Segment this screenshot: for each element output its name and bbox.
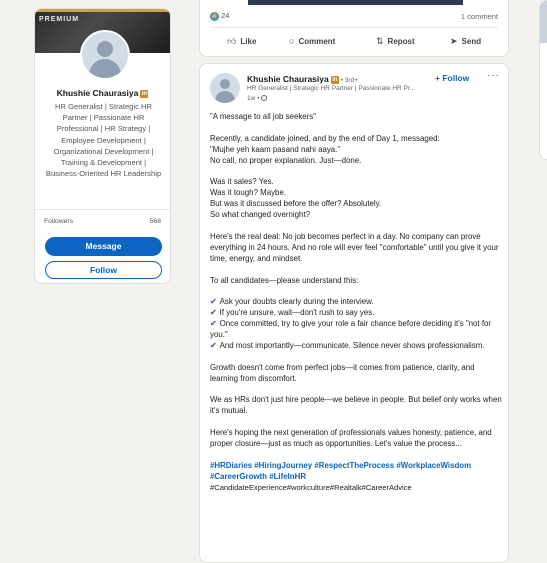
post-line: Recently, a candidate joined, and by the end of Day 1, messaged: bbox=[210, 133, 440, 143]
bullet-item bbox=[210, 297, 502, 308]
hashtags-plain: #CandidateExperience#workculture#Realtalk#CareerAdvice bbox=[210, 482, 412, 492]
profile-avatar[interactable] bbox=[80, 30, 130, 80]
post-card bbox=[199, 63, 509, 563]
post-timestamp bbox=[247, 95, 267, 102]
avatar-head-shape bbox=[97, 41, 113, 57]
post-line: Was it sales? Yes. bbox=[210, 177, 274, 187]
message-button[interactable]: Message bbox=[45, 237, 162, 256]
bullet-text: And most importantly—communicate. Silence never shows professionalism. bbox=[219, 340, 485, 350]
reactions-number: 24 bbox=[221, 11, 230, 20]
like-label: Like bbox=[240, 37, 257, 46]
checkmark-icon: ✔ bbox=[210, 319, 217, 329]
post-actions-bar bbox=[200, 36, 508, 52]
avatar-body-shape bbox=[89, 59, 121, 80]
post-line: Growth doesn't come from perfect jobs—it comes from patience, clarity, and learning from discomfort. bbox=[210, 362, 475, 383]
bullet-text: Once committed, try to give your role a fair chance before deciding it's "not for you." bbox=[210, 319, 492, 340]
repost-label: Repost bbox=[387, 37, 415, 46]
post-line: Here's the real deal: No job becomes perfect in a day. No company can prove everything in 24 hours. And no role will ever feel "comfortable" until you give it your time, energy, and mindset. bbox=[210, 231, 499, 263]
profile-headline: HR Generalist | Strategic HR Partner | Passionate HR Professional | HR Strategy | Employee Development | Organizational Development | Training & Development | Business-Oriented HR Leadership bbox=[45, 102, 162, 179]
right-rail-banner bbox=[540, 1, 547, 43]
checkmark-icon: ✔ bbox=[210, 297, 217, 307]
profile-name[interactable] bbox=[35, 88, 170, 98]
comment-icon: ○ bbox=[289, 36, 295, 46]
connection-degree: • 3rd+ bbox=[340, 77, 359, 84]
comment-button[interactable] bbox=[289, 36, 335, 46]
divider bbox=[210, 27, 498, 28]
author-avatar[interactable] bbox=[210, 73, 240, 103]
post-body bbox=[210, 112, 502, 494]
post-line: "Mujhe yeh kaam pasand nahi aaya." bbox=[210, 144, 341, 154]
profile-name-text[interactable]: Khushie Chaurasiya bbox=[56, 88, 139, 98]
author-name[interactable] bbox=[247, 74, 358, 84]
post-line: We as HRs don't just hire people—we believe in people. But belief only works when it's mutual. bbox=[210, 395, 502, 416]
linkedin-premium-icon: in bbox=[141, 90, 148, 97]
divider bbox=[35, 209, 170, 210]
comment-label: Comment bbox=[298, 37, 336, 46]
globe-icon bbox=[261, 95, 267, 101]
post-line: "A message to all job seekers" bbox=[210, 112, 317, 121]
bullet-text: Ask your doubts clearly during the interview. bbox=[219, 297, 374, 307]
hashtags-link[interactable]: #HRDiaries #HiringJourney #RespectTheProcess #WorkplaceWisdom #CareerGrowth #LifeInHR bbox=[210, 460, 472, 481]
follow-author-button[interactable]: + Follow bbox=[435, 73, 470, 83]
bullet-item bbox=[210, 341, 502, 352]
checkmark-icon: ✔ bbox=[210, 340, 217, 350]
previous-post-card bbox=[199, 0, 509, 57]
followers-row bbox=[44, 218, 161, 225]
repost-button[interactable] bbox=[376, 36, 415, 47]
repost-icon: ⇅ bbox=[376, 36, 384, 46]
author-headline: HR Generalist | Strategic HR Partner | Passionate HR Pr... bbox=[247, 85, 416, 92]
comments-count[interactable]: 1 comment bbox=[460, 12, 498, 21]
author-name-text[interactable]: Khushie Chaurasiya bbox=[247, 74, 329, 84]
bullet-item bbox=[210, 319, 502, 341]
post-line: To all candidates—please understand this: bbox=[210, 275, 359, 285]
linkedin-premium-icon: in bbox=[332, 76, 338, 83]
post-line: Here's hoping the next generation of professionals values honesty, patience, and proper closure—just as much as opportunities. Let's value the process... bbox=[210, 428, 492, 449]
post-line: But was it discussed before the offer? Absolutely. bbox=[210, 199, 382, 209]
right-rail-card bbox=[539, 0, 547, 160]
post-time-text: 1w • bbox=[247, 95, 260, 102]
reactions-count[interactable] bbox=[210, 11, 229, 21]
follow-button[interactable]: Follow bbox=[45, 261, 162, 279]
post-line: Was it tough? Maybe. bbox=[210, 188, 287, 198]
send-label: Send bbox=[461, 37, 482, 46]
like-reaction-icon bbox=[210, 12, 219, 21]
send-icon: ➤ bbox=[450, 36, 458, 46]
send-button[interactable] bbox=[450, 36, 481, 47]
bullet-text: If you're unsure, wait—don't rush to say yes. bbox=[219, 308, 375, 318]
premium-label: PREMIUM bbox=[39, 16, 80, 23]
like-button[interactable] bbox=[227, 36, 256, 47]
followers-label: Followers bbox=[44, 218, 74, 225]
more-options-icon[interactable]: ··· bbox=[487, 70, 500, 81]
followers-count: 568 bbox=[149, 218, 161, 225]
avatar-head-shape bbox=[220, 79, 230, 89]
post-line: No call, no proper explanation. Just—done. bbox=[210, 155, 362, 165]
checkmark-icon: ✔ bbox=[210, 308, 217, 318]
post-line: So what changed overnight? bbox=[210, 210, 311, 220]
bullet-item bbox=[210, 308, 502, 319]
avatar-body-shape bbox=[215, 91, 235, 103]
profile-card bbox=[34, 8, 171, 284]
thumbs-up-icon: 👍︎ bbox=[227, 36, 237, 46]
post-image[interactable] bbox=[248, 0, 463, 5]
